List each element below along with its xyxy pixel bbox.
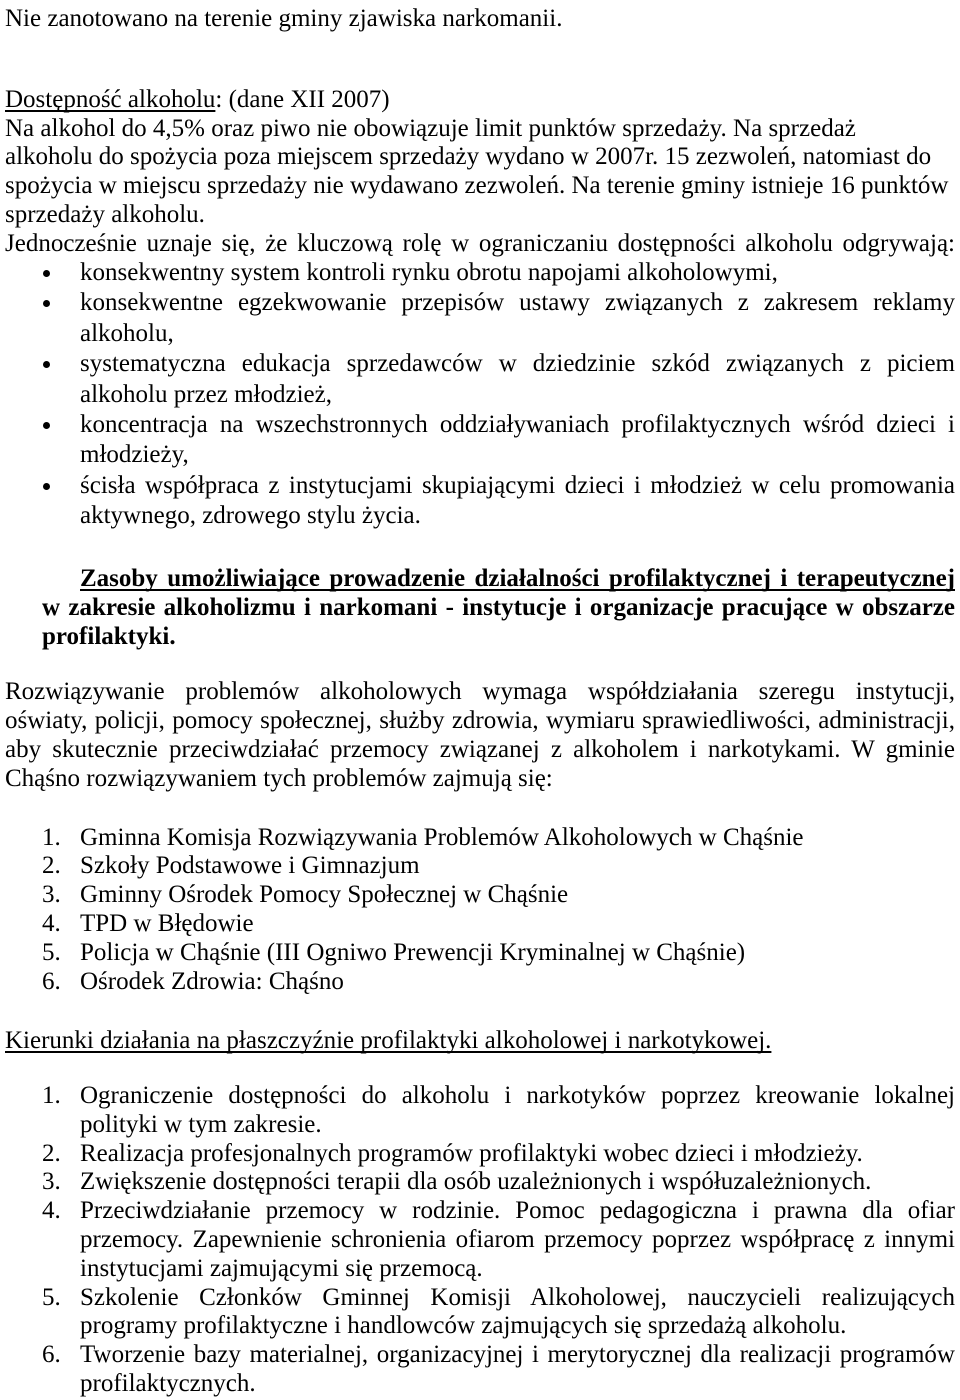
paragraph-line: oświaty, policji, pomocy społecznej, służby zdrowia, wymiaru sprawiedliwości, administracji, [5, 706, 955, 734]
key-roles-line: Jednocześnie uznaje się, że kluczową rolę w ograniczaniu dostępności alkoholu odgrywają: [5, 229, 955, 257]
availability-label: Dostępność alkoholu [5, 86, 216, 113]
list-item [0, 910, 955, 939]
list-item-text: Szkolenie Członków Gminnej Komisji Alkoholowej, nauczycieli realizujących [80, 1283, 955, 1311]
list-item [0, 1284, 955, 1342]
directions-heading: Kierunki działania na płaszczyźnie profilaktyki alkoholowej i narkotykowej. [5, 1026, 772, 1054]
list-item-text: TPD w Błędowie [80, 909, 254, 937]
bullet-icon [43, 270, 50, 277]
list-item [0, 939, 955, 968]
list-item [0, 1341, 955, 1399]
availability-text-line: Na alkohol do 4,5% oraz piwo nie obowiązuje limit punktów sprzedaży. Na sprzedaż [5, 114, 856, 142]
list-item-text: ścisła współpraca z instytucjami skupiającymi dzieci i młodzież w celu promowania [80, 471, 955, 499]
list-item-number: 6. [42, 967, 61, 995]
list-item-text: konsekwentne egzekwowanie przepisów ustawy związanych z zakresem reklamy [80, 289, 955, 317]
list-item [0, 852, 955, 881]
list-item-text: aktywnego, zdrowego stylu życia. [80, 502, 421, 530]
list-item-text: instytucjami zajmującymi się przemocą. [80, 1254, 483, 1282]
list-item-text: konsekwentny system kontroli rynku obrotu napojami alkoholowymi, [80, 259, 778, 286]
list-item-number: 2. [42, 852, 61, 880]
list-item-text: Gminna Komisja Rozwiązywania Problemów Alkoholowych w Chąśnie [80, 823, 804, 851]
list-item [0, 1082, 955, 1140]
institutions-list [0, 824, 955, 997]
bullet-icon [43, 300, 50, 307]
bullet-icon [43, 483, 50, 490]
list-item-text: Ośrodek Zdrowia: Chąśno [80, 967, 344, 995]
intro-line: Nie zanotowano na terenie gminy zjawiska narkomanii. [5, 5, 563, 32]
list-item [0, 881, 955, 910]
list-item-text: alkoholu przez młodzież, [80, 380, 332, 408]
availability-date: : (dane XII 2007) [215, 86, 390, 113]
list-item [0, 968, 955, 997]
list-item-text: Szkoły Podstawowe i Gimnazjum [80, 852, 420, 880]
list-item-number: 6. [42, 1341, 61, 1369]
list-item-text: programy profilaktyczne i handlowców zajmujących się sprzedażą alkoholu. [80, 1312, 847, 1340]
paragraph-line: Chąśno rozwiązywaniem tych problemów zajmują się: [5, 765, 553, 793]
list-item-text: przemocy. Zapewnienie schronienia ofiarom przemocy poprzez współpracę z innymi [80, 1225, 955, 1253]
list-item-text: Przeciwdziałanie przemocy w rodzinie. Pomoc pedagogiczna i prawna dla ofiar [80, 1197, 955, 1225]
list-item [0, 258, 955, 288]
availability-section [5, 86, 955, 258]
list-item-text: profilaktycznych. [80, 1369, 256, 1397]
list-item-text: systematyczna edukacja sprzedawców w dziedzinie szkód związanych z piciem [80, 350, 955, 378]
resources-heading [42, 564, 955, 651]
availability-text-line: sprzedaży alkoholu. [5, 200, 205, 228]
availability-text-line: alkoholu do spożycia poza miejscem sprzedaży wydano w 2007r. 15 zezwoleń, natomiast do [5, 143, 932, 171]
bullet-icon [43, 422, 50, 429]
key-roles-list [0, 258, 955, 532]
list-item [0, 349, 955, 410]
list-item-number: 1. [42, 1082, 61, 1109]
list-item-text: Policja w Chąśnie (III Ogniwo Prewencji Kryminalnej w Chąśnie) [80, 938, 746, 966]
list-item-text: Ograniczenie dostępności do alkoholu i narkotyków poprzez kreowanie lokalnej [80, 1082, 955, 1109]
list-item-number: 4. [42, 1197, 61, 1225]
list-item-number: 3. [42, 1168, 61, 1196]
list-item-number: 4. [42, 909, 61, 937]
list-item [0, 1140, 955, 1169]
list-item [0, 1168, 955, 1197]
list-item-text: Zwiększenie dostępności terapii dla osób uzależnionych i współuzależnionych. [80, 1168, 872, 1196]
list-item [0, 288, 955, 349]
list-item [0, 471, 955, 532]
resources-heading-line: profilaktyki. [42, 622, 176, 650]
list-item-text: Tworzenie bazy materialnej, organizacyjnej i merytorycznej dla realizacji programów [80, 1341, 955, 1369]
list-item-number: 2. [42, 1139, 61, 1167]
list-item-number: 5. [42, 938, 61, 966]
list-item-text: Gminny Ośrodek Pomocy Społecznej w Chąśnie [80, 881, 569, 909]
paragraph-line: Rozwiązywanie problemów alkoholowych wymaga współdziałania szeregu instytucji, [5, 677, 955, 705]
list-item [0, 1197, 955, 1283]
list-item-text: koncentracja na wszechstronnych oddziaływaniach profilaktycznych wśród dzieci i [80, 411, 955, 439]
list-item-number: 1. [42, 823, 61, 851]
availability-title [5, 86, 955, 115]
directions-list [0, 1082, 955, 1399]
list-item-text: młodzieży, [80, 441, 189, 469]
list-item-number: 3. [42, 881, 61, 909]
paragraph-line: aby skutecznie przeciwdziałać przemocy związanej z alkoholem i narkotykami. W gminie [5, 736, 955, 764]
list-item-text: polityki w tym zakresie. [80, 1110, 322, 1138]
list-item-number: 5. [42, 1283, 61, 1311]
list-item-text: Realizacja profesjonalnych programów profilaktyki wobec dzieci i młodzieży. [80, 1139, 863, 1167]
cooperation-paragraph [5, 677, 955, 794]
list-item-text: alkoholu, [80, 319, 174, 347]
bullet-icon [43, 361, 50, 368]
list-item [0, 824, 955, 853]
list-item [0, 410, 955, 471]
resources-heading-line: Zasoby umożliwiające prowadzenie działalności profilaktycznej i terapeutycznej [80, 564, 955, 592]
availability-text-line: spożycia w miejscu sprzedaży nie wydawano zezwoleń. Na terenie gminy istnieje 16 punktów [5, 172, 949, 200]
resources-heading-line: w zakresie alkoholizmu i narkomani - instytucje i organizacje pracujące w obszarze [42, 593, 955, 621]
